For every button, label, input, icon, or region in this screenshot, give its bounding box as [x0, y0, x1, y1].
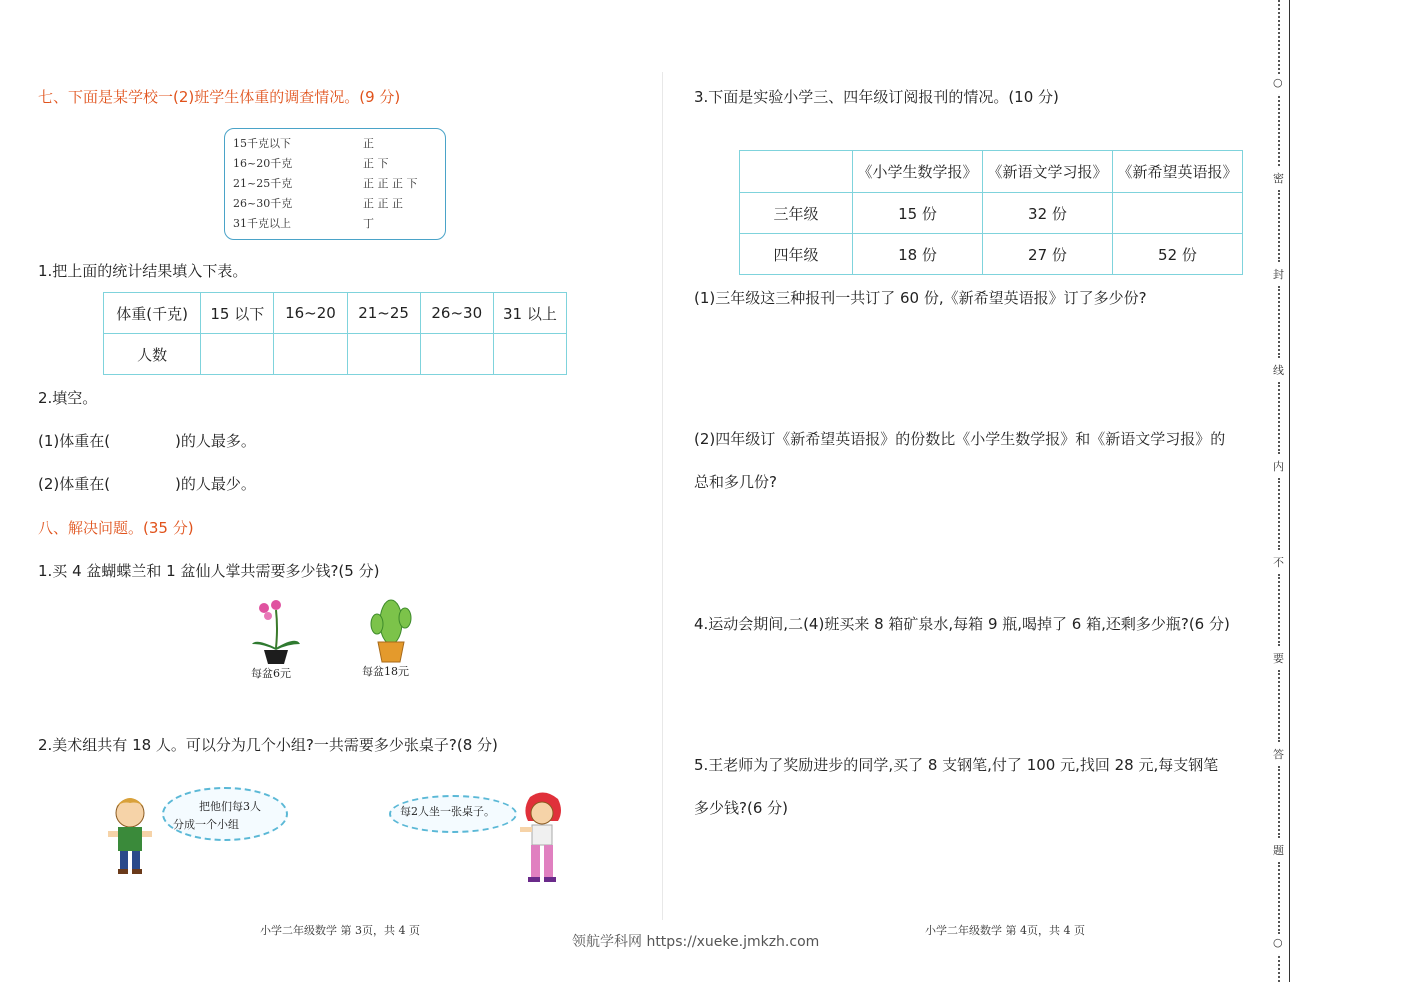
table-header: 15 以下 [201, 293, 274, 334]
binding-char: 题 [1273, 844, 1284, 857]
binding-char: 要 [1273, 652, 1284, 665]
fill-blank-1-suffix: )的人最多。 [175, 432, 256, 450]
tally-label: 31千克以上 [233, 217, 291, 230]
page-divider [662, 72, 663, 920]
table-header: 31 以上 [493, 293, 566, 334]
problem-3-2-line-2: 总和多几份? [694, 473, 777, 491]
binding-dots [1278, 766, 1282, 838]
binding-char: 内 [1273, 460, 1284, 473]
table-header: 《小学生数学报》 [853, 151, 983, 193]
binding-dots [1278, 956, 1282, 982]
tally-label: 26~30千克 [233, 197, 293, 210]
table-cell [1112, 193, 1242, 234]
binding-dots [1278, 96, 1282, 166]
girl-speech: 每2人坐一张桌子。 [400, 805, 495, 818]
table-header: 体重(千克) [104, 293, 201, 334]
watermark: 领航学科网 https://xueke.jmkzh.com [572, 934, 820, 950]
table-header [740, 151, 853, 193]
binding-char: 线 [1273, 364, 1284, 377]
cactus-price: 每盆18元 [362, 665, 409, 678]
question-2: 2.填空。 [38, 389, 98, 407]
binding-dots [1278, 478, 1282, 550]
problem-1: 1.买 4 盆蝴蝶兰和 1 盆仙人掌共需要多少钱?(5 分) [38, 562, 380, 580]
binding-dots [1278, 862, 1282, 934]
problem-2: 2.美术组共有 18 人。可以分为几个小组?一共需要多少张桌子?(8 分) [38, 736, 498, 754]
binding-char: 不 [1273, 556, 1284, 569]
orchid-icon [246, 598, 306, 666]
answer-cell[interactable] [274, 334, 347, 375]
question-1: 1.把上面的统计结果填入下表。 [38, 262, 248, 280]
orchid-price: 每盆6元 [251, 667, 291, 680]
problem-5-line-1: 5.王老师为了奖励进步的同学,买了 8 支钢笔,付了 100 元,找回 28 元,每支钢笔 [694, 756, 1219, 774]
table-header: 21~25 [347, 293, 420, 334]
tally-box [224, 128, 446, 240]
girl-icon [514, 791, 568, 887]
tally-mark: 正 正 正 [363, 197, 403, 210]
table-header: 26~30 [420, 293, 493, 334]
problem-5-line-2: 多少钱?(6 分) [694, 799, 788, 817]
weight-table [103, 292, 567, 375]
binding-dots [1278, 190, 1282, 262]
boy-icon [104, 793, 156, 877]
boy-speech-line-1: 把他们每3人 [199, 800, 261, 813]
binding-char: 封 [1273, 268, 1284, 281]
answer-cell[interactable] [420, 334, 493, 375]
table-row-label: 人数 [104, 334, 201, 375]
table-cell: 15 份 [853, 193, 983, 234]
tally-label: 21~25千克 [233, 177, 293, 190]
answer-cell[interactable] [201, 334, 274, 375]
binding-char: 答 [1273, 748, 1284, 761]
answer-cell[interactable] [493, 334, 566, 375]
boy-speech-bubble [162, 787, 288, 841]
problem-3-2-line-1: (2)四年级订《新希望英语报》的份数比《小学生数学报》和《新语文学习报》的 [694, 430, 1226, 448]
fill-blank-2-prefix: (2)体重在( [38, 475, 111, 493]
binding-circle: ○ [1273, 76, 1283, 89]
tally-mark: 正 [363, 137, 374, 150]
table-header: 《新语文学习报》 [982, 151, 1112, 193]
cactus-icon [366, 594, 416, 664]
binding-dots [1278, 286, 1282, 358]
problem-3-1: (1)三年级这三种报刊一共订了 60 份,《新希望英语报》订了多少份? [694, 289, 1147, 307]
tally-label: 15千克以下 [233, 137, 291, 150]
table-cell: 三年级 [740, 193, 853, 234]
tally-mark: 正 下 [363, 157, 389, 170]
problem-4: 4.运动会期间,二(4)班买来 8 箱矿泉水,每箱 9 瓶,喝掉了 6 箱,还剩多少瓶?(6 分) [694, 615, 1230, 633]
newspaper-table [739, 150, 1243, 275]
right-footer: 小学二年级数学 第 4页，共 4 页 [925, 924, 1085, 937]
binding-line [1289, 0, 1290, 982]
table-cell: 52 份 [1112, 234, 1242, 275]
table-cell: 18 份 [853, 234, 983, 275]
tally-mark: 丁 [363, 217, 374, 230]
section8-title: 八、解决问题。(35 分) [38, 519, 194, 537]
table-header: 《新希望英语报》 [1112, 151, 1242, 193]
fill-blank-1-prefix: (1)体重在( [38, 432, 111, 450]
table-cell: 32 份 [982, 193, 1112, 234]
binding-dots [1278, 0, 1282, 74]
binding-circle: ○ [1273, 936, 1283, 949]
binding-dots [1278, 574, 1282, 646]
table-header: 16~20 [274, 293, 347, 334]
tally-label: 16~20千克 [233, 157, 293, 170]
answer-cell[interactable] [347, 334, 420, 375]
fill-blank-2-suffix: )的人最少。 [175, 475, 256, 493]
binding-dots [1278, 670, 1282, 742]
problem-3: 3.下面是实验小学三、四年级订阅报刊的情况。(10 分) [694, 88, 1059, 106]
left-footer: 小学二年级数学 第 3页，共 4 页 [260, 924, 420, 937]
table-cell: 四年级 [740, 234, 853, 275]
tally-mark: 正 正 正 下 [363, 177, 418, 190]
boy-speech-line-2: 分成一个小组 [173, 818, 239, 831]
binding-char: 密 [1273, 172, 1284, 185]
section7-title: 七、下面是某学校一(2)班学生体重的调查情况。(9 分) [38, 88, 401, 106]
binding-dots [1278, 382, 1282, 454]
table-cell: 27 份 [982, 234, 1112, 275]
